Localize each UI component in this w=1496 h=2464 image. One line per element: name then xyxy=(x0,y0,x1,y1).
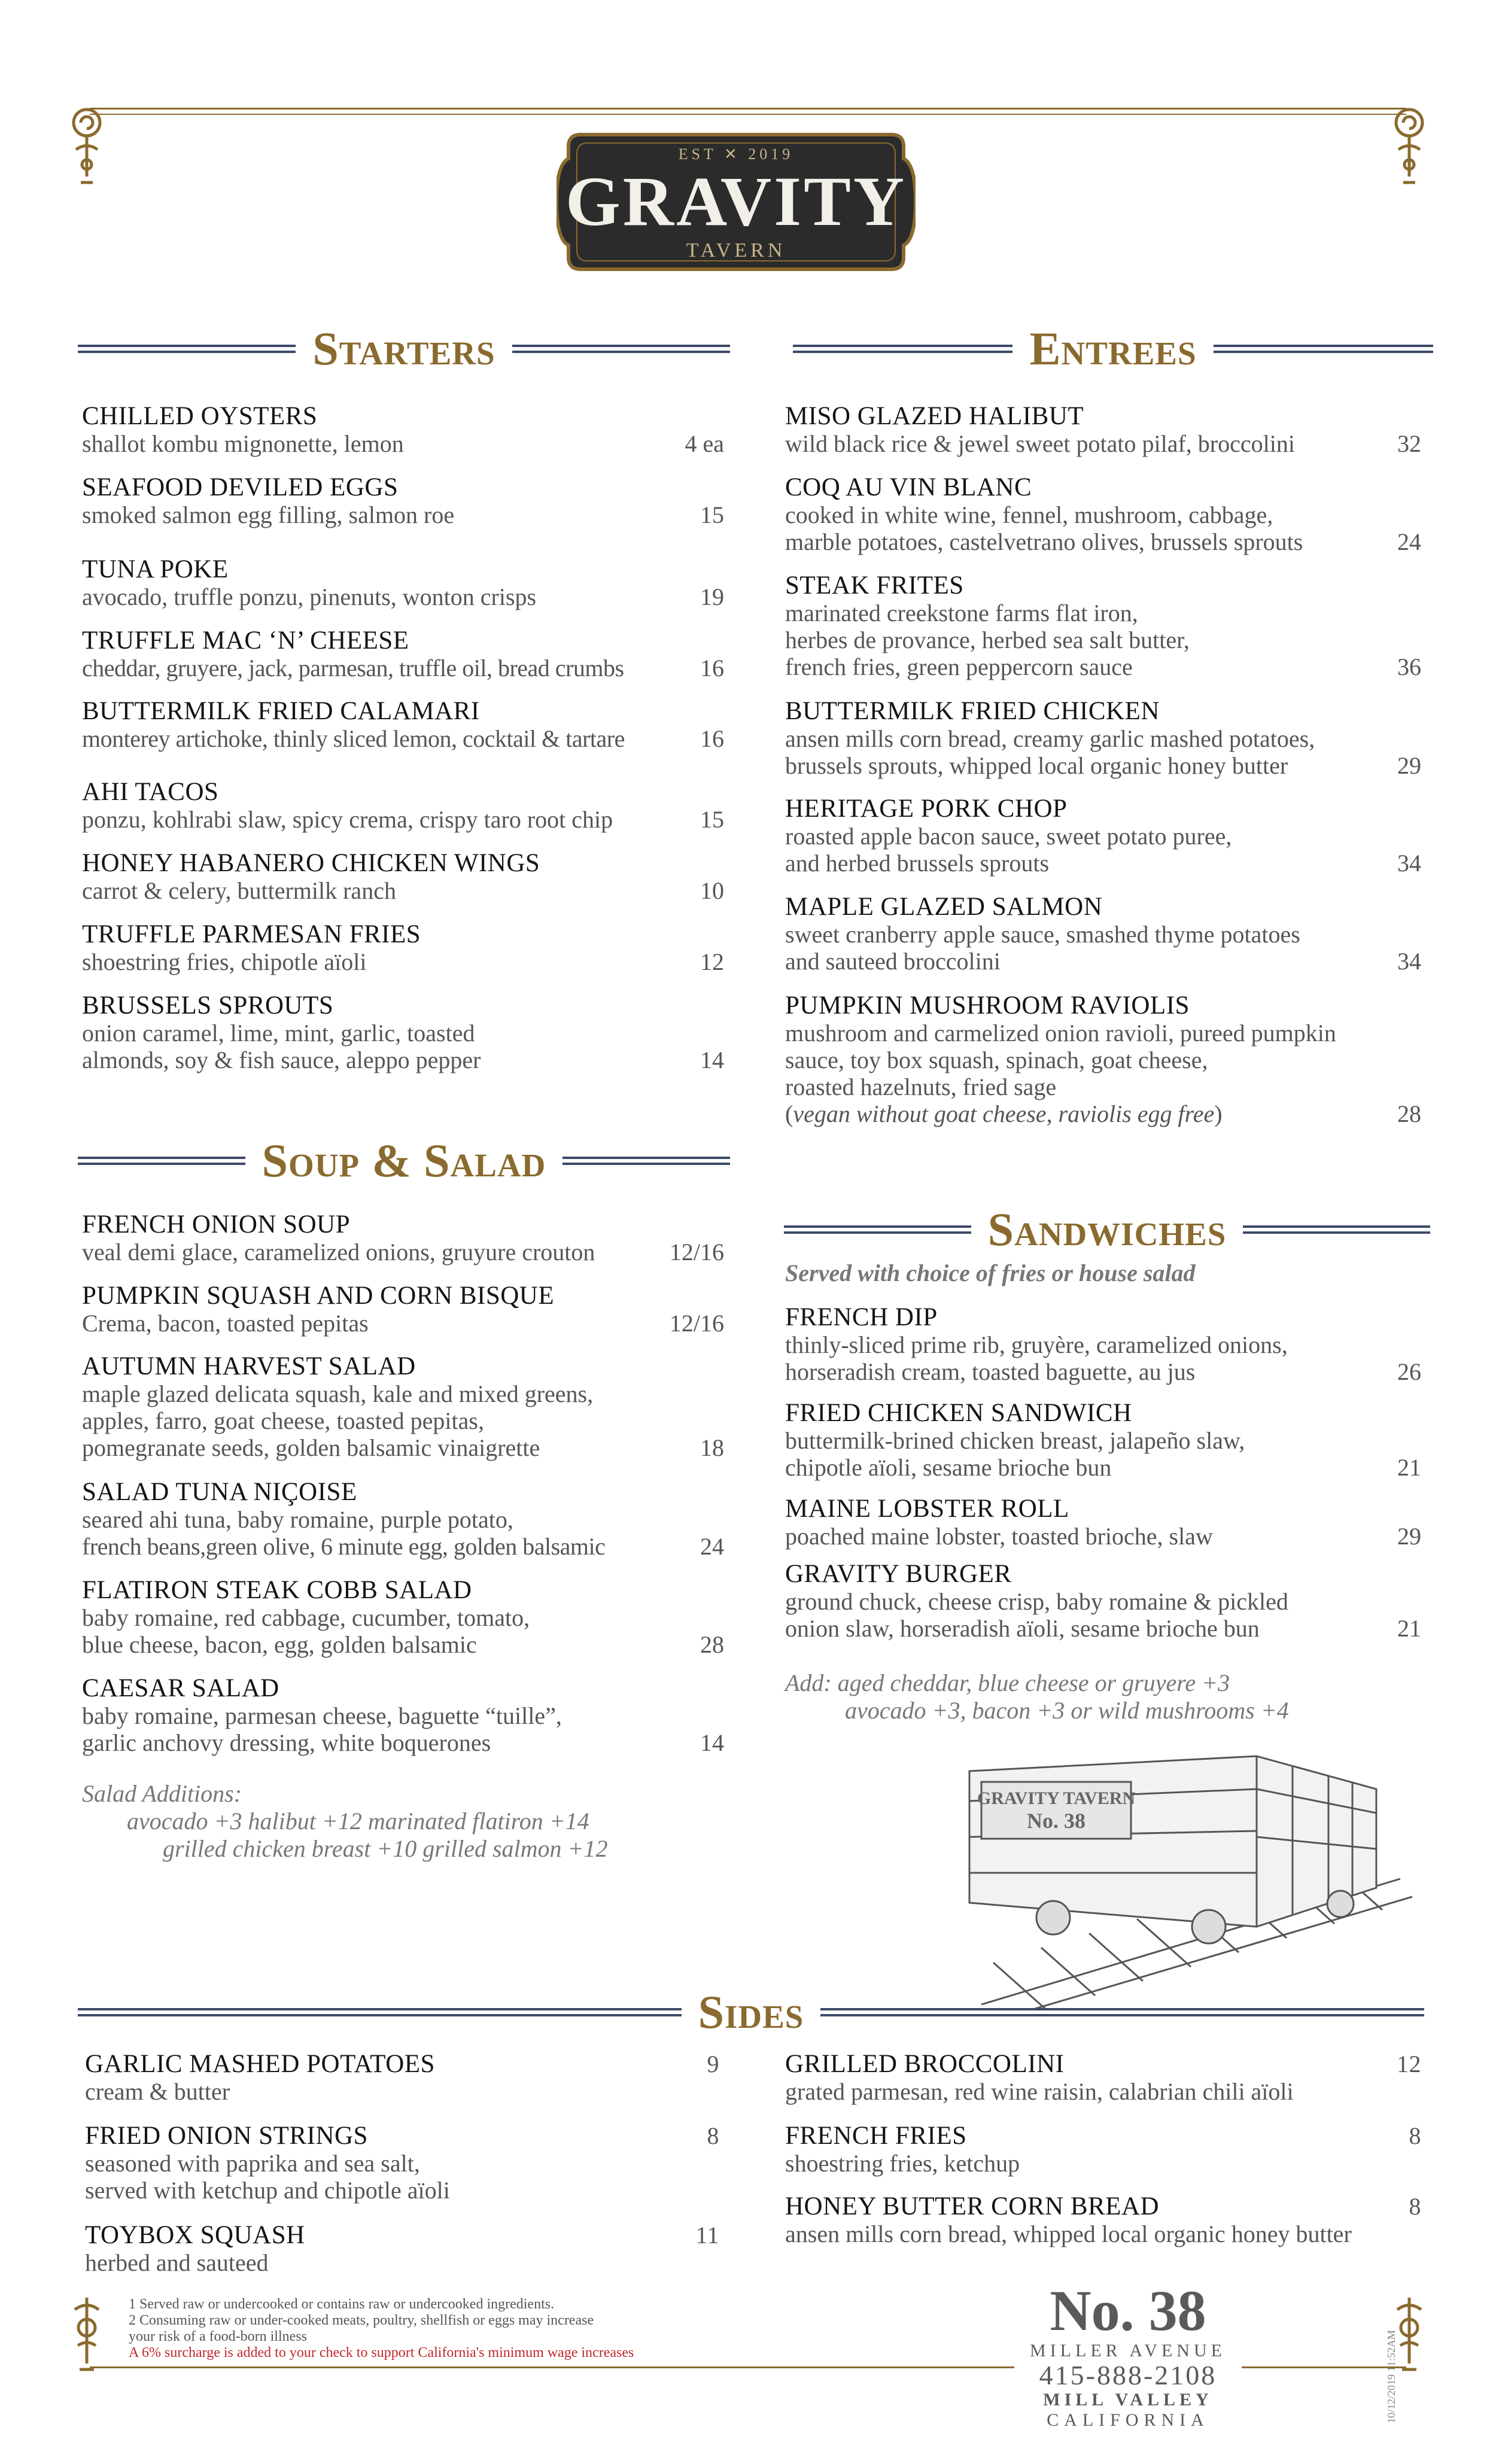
item-price: 32 xyxy=(1397,430,1421,457)
train-car-illustration-icon xyxy=(957,1747,1412,2010)
item-desc: ansen mills corn bread, creamy garlic mashed potatoes, xyxy=(785,725,1315,752)
bottom-frame-line xyxy=(1242,2366,1406,2368)
logo-name: GRAVITY xyxy=(565,162,907,241)
item-desc: roasted apple bacon sauce, sweet potato puree, xyxy=(785,823,1232,850)
menu-item xyxy=(82,1576,724,1658)
item-name: AUTUMN HARVEST SALAD xyxy=(82,1352,416,1380)
item-desc: cooked in white wine, fennel, mushroom, cabbage, xyxy=(785,501,1273,528)
item-name: FRENCH ONION SOUP xyxy=(82,1210,351,1239)
item-price: 24 xyxy=(700,1533,724,1560)
item-price: 19 xyxy=(700,583,724,610)
menu-item xyxy=(85,2050,719,2105)
corner-ornament-icon xyxy=(63,105,111,188)
corner-ornament-icon xyxy=(1385,105,1433,188)
item-name: GARLIC MASHED POTATOES 9 xyxy=(85,2050,719,2078)
item-desc: pomegranate seeds, golden balsamic vinaigrette xyxy=(82,1434,540,1461)
item-desc: herbed and sauteed xyxy=(85,2249,269,2276)
menu-item xyxy=(785,571,1421,680)
item-desc: seared ahi tuna, baby romaine, purple potato, xyxy=(82,1506,513,1533)
top-frame-line xyxy=(90,108,1406,109)
sandwiches-subtitle: Served with choice of fries or house salad xyxy=(785,1260,1196,1286)
item-desc: marinated creekstone farms flat iron, xyxy=(785,600,1138,626)
item-name: MAPLE GLAZED SALMON xyxy=(785,893,1103,921)
menu-item xyxy=(785,402,1421,457)
entrees-header xyxy=(793,322,1433,376)
item-desc: smoked salmon egg filling, salmon roe xyxy=(82,501,455,528)
soup-salad-title: Soup & Salad xyxy=(262,1134,546,1187)
item-desc: and herbed brussels sprouts xyxy=(785,850,1050,877)
item-desc: mushroom and carmelized onion ravioli, pureed pumpkin xyxy=(785,1020,1336,1047)
item-desc: served with ketchup and chipotle aïoli xyxy=(85,2177,450,2204)
menu-item xyxy=(82,1674,724,1756)
item-name: MISO GLAZED HALIBUT xyxy=(785,402,1084,430)
item-name: SEAFOOD DEVILED EGGS xyxy=(82,473,399,501)
item-name: CAESAR SALAD xyxy=(82,1674,279,1702)
menu-item xyxy=(82,1282,724,1337)
menu-item xyxy=(85,2122,719,2204)
header-rule xyxy=(784,1225,971,1234)
item-desc: horseradish cream, toasted baguette, au jus xyxy=(785,1358,1196,1385)
item-desc: shoestring fries, chipotle aïoli xyxy=(82,948,367,975)
item-price: 12/16 xyxy=(669,1310,724,1337)
item-desc: shallot kombu mignonette, lemon xyxy=(82,430,404,457)
item-name: SALAD TUNA NIÇOISE xyxy=(82,1478,357,1506)
menu-item xyxy=(785,893,1421,975)
item-name: FLATIRON STEAK COBB SALAD xyxy=(82,1576,472,1604)
item-price: 9 xyxy=(707,2051,719,2077)
bottom-frame-line xyxy=(90,2366,1014,2368)
menu-item xyxy=(82,1352,724,1461)
salad-additions-line: avocado +3 halibut +12 marinated flatiron +14 xyxy=(127,1808,589,1835)
item-price: 11 xyxy=(695,2222,719,2249)
item-name: COQ AU VIN BLANC xyxy=(785,473,1032,501)
starters-title: Starters xyxy=(312,323,495,375)
item-desc: ponzu, kohlrabi slaw, spicy crema, crispy taro root chip xyxy=(82,806,613,833)
item-desc: carrot & celery, buttermilk ranch xyxy=(82,877,396,904)
item-price: 34 xyxy=(1397,850,1421,877)
item-name: BUTTERMILK FRIED CALAMARI xyxy=(82,697,480,725)
menu-item xyxy=(82,555,724,610)
item-price: 8 xyxy=(1409,2122,1421,2149)
item-desc: almonds, soy & fish sauce, aleppo pepper xyxy=(82,1047,481,1073)
footnote: 2 Consuming raw or under-cooked meats, poultry, shellfish or eggs may increase xyxy=(129,2313,594,2328)
item-desc: wild black rice & jewel sweet potato pilaf, broccolini xyxy=(785,430,1295,457)
item-desc: maple glazed delicata squash, kale and mixed greens, xyxy=(82,1380,594,1407)
item-desc: onion slaw, horseradish aïoli, sesame brioche bun xyxy=(785,1615,1260,1642)
item-name: MAINE LOBSTER ROLL xyxy=(785,1495,1069,1523)
soup-salad-header xyxy=(78,1134,730,1188)
header-rule xyxy=(78,1157,245,1165)
menu-item xyxy=(82,991,724,1073)
item-price: 15 xyxy=(700,806,724,833)
item-desc: poached maine lobster, toasted brioche, slaw xyxy=(785,1523,1213,1550)
item-desc: buttermilk-brined chicken breast, jalapeño slaw, xyxy=(785,1427,1245,1454)
address-city: MILL VALLEY xyxy=(1043,2390,1213,2410)
menu-item xyxy=(785,795,1421,877)
item-name: AHI TACOS xyxy=(82,778,219,806)
item-name: GRILLED BROCCOLINI 12 xyxy=(785,2050,1421,2078)
item-desc: marble potatoes, castelvetrano olives, brussels sprouts xyxy=(785,528,1303,555)
header-rule xyxy=(793,345,1012,353)
sandwich-add-line: Add: aged cheddar, blue cheese or gruyere +3 xyxy=(785,1669,1230,1696)
item-desc: roasted hazelnuts, fried sage xyxy=(785,1073,1057,1100)
item-name: TRUFFLE MAC ‘N’ CHEESE xyxy=(82,626,409,655)
logo xyxy=(557,123,916,281)
menu-item xyxy=(785,1560,1421,1642)
train-sign-line2: No. 38 xyxy=(1027,1809,1085,1833)
item-desc: cheddar, gruyere, jack, parmesan, truffle oil, bread crumbs xyxy=(82,655,624,682)
print-timestamp: 10/12/2019 11:52AM xyxy=(1385,2330,1397,2423)
menu-item xyxy=(82,920,724,975)
item-name: PUMPKIN MUSHROOM RAVIOLIS xyxy=(785,991,1190,1020)
item-desc: ground chuck, cheese crisp, baby romaine & pickled xyxy=(785,1588,1288,1615)
address-no: No. 38 xyxy=(1050,2279,1206,2343)
train-sign-line1: GRAVITY TAVERN xyxy=(977,1788,1136,1808)
item-desc: onion caramel, lime, mint, garlic, toasted xyxy=(82,1020,475,1047)
item-price: 12/16 xyxy=(669,1239,724,1266)
item-desc: shoestring fries, ketchup xyxy=(785,2150,1020,2177)
item-price: 8 xyxy=(1409,2193,1421,2220)
item-desc: french beans,green olive, 6 minute egg, golden balsamic xyxy=(82,1533,606,1560)
item-price: 4 ea xyxy=(685,430,724,457)
item-name: TRUFFLE PARMESAN FRIES xyxy=(82,920,421,948)
footer-ornament-icon xyxy=(63,2292,111,2375)
item-desc: ansen mills corn bread, whipped local organic honey butter xyxy=(785,2220,1352,2247)
item-desc: sweet cranberry apple sauce, smashed thyme potatoes xyxy=(785,921,1300,948)
item-price: 24 xyxy=(1397,528,1421,555)
item-price: 29 xyxy=(1397,1523,1421,1550)
item-name: BRUSSELS SPROUTS xyxy=(82,991,334,1020)
address-street: MILLER AVENUE xyxy=(1030,2341,1226,2360)
header-rule xyxy=(512,345,730,353)
address-block xyxy=(1017,2281,1239,2430)
item-price: 12 xyxy=(700,948,724,975)
address-state: CALIFORNIA xyxy=(1047,2410,1209,2430)
item-price: 16 xyxy=(700,725,724,752)
item-desc: avocado, truffle ponzu, pinenuts, wonton crisps xyxy=(82,583,537,610)
menu-item xyxy=(785,1303,1421,1385)
item-desc: brussels sprouts, whipped local organic honey butter xyxy=(785,752,1288,779)
menu-item xyxy=(82,697,724,752)
item-desc-vegan: (vegan without goat cheese, raviolis egg free) xyxy=(785,1100,1223,1127)
item-desc: grated parmesan, red wine raisin, calabrian chili aïoli xyxy=(785,2078,1294,2105)
item-desc: veal demi glace, caramelized onions, gruyure crouton xyxy=(82,1239,595,1266)
item-price: 14 xyxy=(700,1047,724,1073)
logo-sub: TAVERN xyxy=(686,239,786,261)
header-rule xyxy=(78,2008,682,2016)
menu-item xyxy=(785,2192,1421,2247)
footnote: 1 Served raw or undercooked or contains raw or undercooked ingredients. xyxy=(129,2296,555,2312)
menu-item xyxy=(785,2122,1421,2177)
sandwiches-title: Sandwiches xyxy=(987,1203,1227,1255)
item-name: STEAK FRITES xyxy=(785,571,964,600)
item-name: FRIED ONION STRINGS 8 xyxy=(85,2122,719,2150)
menu-item xyxy=(82,849,724,904)
item-desc: thinly-sliced prime rib, gruyère, caramelized onions, xyxy=(785,1331,1288,1358)
item-desc: baby romaine, parmesan cheese, baguette “tuille”, xyxy=(82,1702,562,1729)
item-price: 8 xyxy=(707,2122,719,2149)
item-desc: baby romaine, red cabbage, cucumber, tomato, xyxy=(82,1604,530,1631)
item-desc: apples, farro, goat cheese, toasted pepitas, xyxy=(82,1407,484,1434)
item-desc: blue cheese, bacon, egg, golden balsamic xyxy=(82,1631,477,1658)
vegan-note: vegan without goat cheese, raviolis egg free xyxy=(793,1100,1215,1127)
item-desc: cream & butter xyxy=(85,2078,230,2105)
header-rule xyxy=(1214,345,1433,353)
header-rule xyxy=(78,345,296,353)
logo-est: EST ✕ 2019 xyxy=(678,145,794,163)
item-name: HERITAGE PORK CHOP xyxy=(785,795,1068,823)
footnote: your risk of a food-born illness xyxy=(129,2329,307,2344)
top-frame-line-inner xyxy=(90,114,1406,115)
menu-item xyxy=(785,2050,1421,2105)
item-name: PUMPKIN SQUASH AND CORN BISQUE xyxy=(82,1282,555,1310)
header-rule xyxy=(562,1157,730,1165)
item-name: HONEY BUTTER CORN BREAD 8 xyxy=(785,2192,1421,2220)
menu-item xyxy=(785,1399,1421,1481)
item-name: FRENCH FRIES 8 xyxy=(785,2122,1421,2150)
menu-item xyxy=(785,1495,1421,1550)
header-rule xyxy=(820,2008,1424,2016)
item-desc: monterey artichoke, thinly sliced lemon, cocktail & tartare xyxy=(82,725,625,752)
menu-item xyxy=(82,1210,724,1266)
item-name: GRAVITY BURGER xyxy=(785,1560,1012,1588)
item-desc: seasoned with paprika and sea salt, xyxy=(85,2150,420,2177)
item-price: 34 xyxy=(1397,948,1421,975)
entrees-title: Entrees xyxy=(1029,323,1197,375)
item-price: 26 xyxy=(1397,1358,1421,1385)
menu-item xyxy=(85,2221,719,2276)
item-price: 10 xyxy=(700,877,724,904)
item-desc: garlic anchovy dressing, white boquerones xyxy=(82,1729,491,1756)
item-desc: french fries, green peppercorn sauce xyxy=(785,653,1133,680)
menu-item xyxy=(82,473,724,528)
item-name: BUTTERMILK FRIED CHICKEN xyxy=(785,697,1160,725)
menu-item xyxy=(785,991,1421,1127)
header-rule xyxy=(1243,1225,1430,1234)
item-desc: Crema, bacon, toasted pepitas xyxy=(82,1310,369,1337)
item-desc: chipotle aïoli, sesame brioche bun xyxy=(785,1454,1112,1481)
item-price: 28 xyxy=(700,1631,724,1658)
starters-header xyxy=(78,322,730,376)
surcharge-note: A 6% surcharge is added to your check to support California's minimum wage increases xyxy=(129,2345,634,2360)
menu-item xyxy=(82,1478,724,1560)
item-price: 36 xyxy=(1397,653,1421,680)
address-phone: 415-888-2108 xyxy=(1039,2360,1217,2390)
sandwiches-header xyxy=(784,1203,1430,1257)
item-price: 12 xyxy=(1397,2051,1421,2077)
item-desc: sauce, toy box squash, spinach, goat cheese, xyxy=(785,1047,1208,1073)
salad-additions-label: Salad Additions: xyxy=(82,1780,242,1807)
item-name: FRIED CHICKEN SANDWICH xyxy=(785,1399,1132,1427)
item-price: 16 xyxy=(700,655,724,682)
menu-item xyxy=(785,473,1421,555)
item-price: 18 xyxy=(700,1434,724,1461)
sides-title: Sides xyxy=(698,1986,804,2038)
item-name: FRENCH DIP xyxy=(785,1303,938,1331)
item-desc: and sauteed broccolini xyxy=(785,948,1001,975)
item-name: HONEY HABANERO CHICKEN WINGS xyxy=(82,849,540,877)
item-price: 21 xyxy=(1397,1454,1421,1481)
item-price: 28 xyxy=(1397,1100,1421,1127)
item-price: 29 xyxy=(1397,752,1421,779)
item-name: TUNA POKE xyxy=(82,555,229,583)
item-name: TOYBOX SQUASH 11 xyxy=(85,2221,719,2249)
item-price: 21 xyxy=(1397,1615,1421,1642)
menu-item xyxy=(785,697,1421,779)
menu-item xyxy=(82,778,724,833)
item-price: 15 xyxy=(700,501,724,528)
menu-item xyxy=(82,626,724,682)
salad-additions-line: grilled chicken breast +10 grilled salmon +12 xyxy=(163,1835,608,1862)
sandwich-add-line: avocado +3, bacon +3 or wild mushrooms +4 xyxy=(845,1697,1289,1724)
item-name: CHILLED OYSTERS xyxy=(82,402,318,430)
item-desc: herbes de provance, herbed sea salt butter, xyxy=(785,626,1190,653)
item-price: 14 xyxy=(700,1729,724,1756)
sides-header xyxy=(78,1985,1424,2039)
menu-item xyxy=(82,402,724,457)
